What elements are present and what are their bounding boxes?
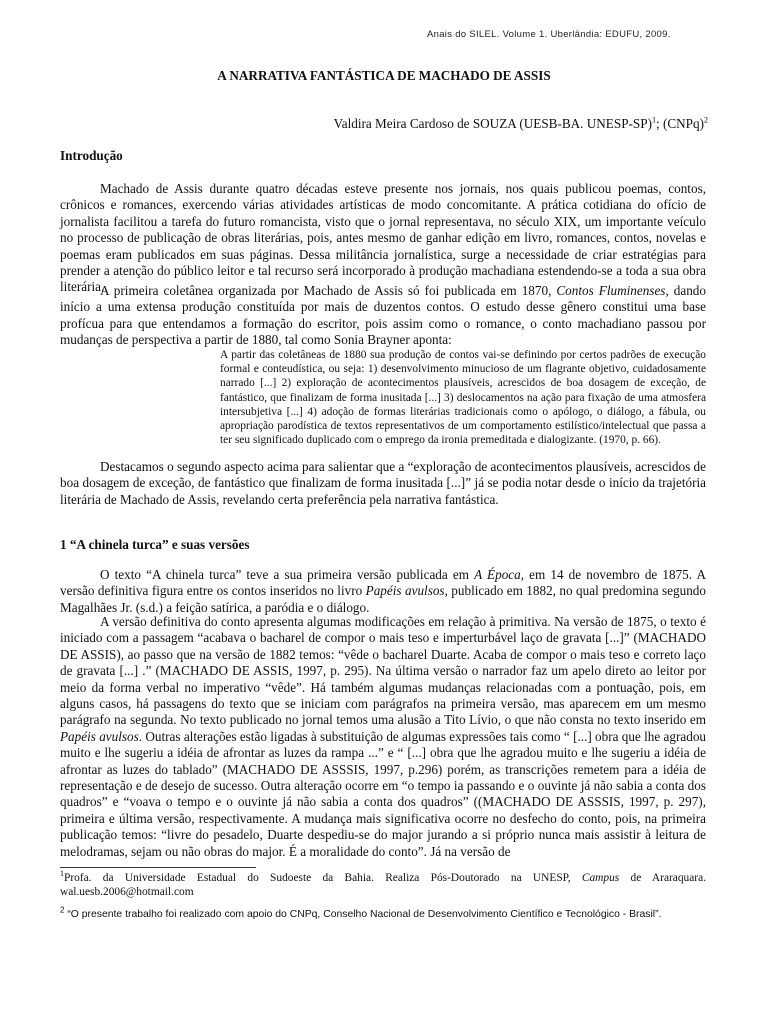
- book-title-papeis-avulsos: Papéis avulsos: [365, 583, 445, 599]
- author-line: [334, 116, 708, 132]
- book-title-contos-fluminenses: Contos Fluminenses: [556, 283, 666, 298]
- intro-paragraph-1: Machado de Assis durante quatro décadas esteve presente nos jornais, nos quais publicou poemas, contos, crônicos e romances, exercendo várias atividades artísticas de modo concomitante. A prática cotidiana do ofício de jornalista facilitou a tarefa do futuro romancista, visto que o jornal representava, no século XIX, um importante veículo no processo de publicação de obras literárias, pois, antes mesmo de ganhar edição em livro, romances, contos, novelas e poemas eram publicados em suas páginas. Dessa militância jornalística, surge a necessidade de criar estratégias para prender a atenção do público leitor e tal recurso será incorporado à produção machadiana estendendo-se a toda a sua obra literária.: [60, 181, 706, 295]
- journal-title-a-epoca: A Época: [474, 567, 521, 582]
- intro-p2-text-a: A primeira coletânea organizada por Machado de Assis só foi publicada em 1870,: [100, 283, 557, 298]
- section-heading-1: 1 “A chinela turca” e suas versões: [60, 537, 250, 552]
- block-quote: A partir das coletâneas de 1880 sua produção de contos vai-se definindo por certos padrões de execução formal e conteudística, ou seja: 1) desenvolvimento minucioso de um flagrante objetivo, cuidadosamente narrado [...] 2) exploração de acontecimentos plausíveis, acrescidos de boa dosagem de exceção, de fantástico, que finalizam de forma inusitada [...] 3) deslocamentos na ação para fixação de uma atmosfera intersubjetiva [...] 4) adoção de formas literárias tradicionais como o apólogo, o diálogo, a fábula, ou apropriação parodística de textos representativos de um comportamento estilístico/intelectual que passa a ter seu significado duplicado com o emprego da ironia premeditada e dialogizante. (1970, p. 66).: [220, 349, 706, 447]
- section1-paragraph-2: [60, 614, 706, 860]
- footnote-1: [60, 871, 706, 899]
- footnote-marker-2: 2: [704, 115, 708, 125]
- intro-p2-text-b: , dando início a uma extensa produção constituída por mais de duzentos contos. O estudo desse gênero constitui uma base profícua para que entendamos a formação do escritor, pois assim como o romance, o conto machadiano passou por mudanças de perspectiva a partir de 1880, tal como Sonia Brayner aponta:: [60, 283, 706, 348]
- section1-paragraph-1: [60, 567, 706, 616]
- author-name: Valdira Meira Cardoso de SOUZA (UESB-BA. UNESP-SP): [333, 116, 652, 131]
- footnote-1-campus: Campus: [581, 872, 620, 884]
- s1-p1-text-c: , publicado em 1882, no qual predomina segundo Magalhães Jr. (s.d.) a feição satírica, a paródia e o diálogo.: [60, 583, 706, 615]
- s1-p1-text-a: O texto “A chinela turca” teve a sua primeira versão publicada em: [100, 567, 475, 582]
- footnote-1-marker: 1: [60, 869, 64, 879]
- footnote-divider: [60, 867, 256, 868]
- intro-paragraph-3: Destacamos o segundo aspecto acima para salientar que a “exploração de acontecimentos plausíveis, acrescidos de boa dosagem de exceção, de fantástico que finalizam de forma inusitada [...]” já se podia notar desde o início da trajetória literária de Machado de Assis, revelando certa preferência pela narrativa fantástica.: [60, 459, 706, 507]
- section-heading-intro: Introdução: [60, 148, 123, 163]
- footnote-1-text-b: de Araraquara. wal.uesb.2006@hotmail.com: [60, 872, 706, 899]
- intro-paragraph-2: [60, 283, 706, 349]
- book-title-papeis-avulsos-2: Papéis avulsos: [60, 728, 139, 744]
- footnote-1-text-a: Profa. da Universidade Estadual do Sudoeste da Bahia. Realiza Pós-Doutorado na UNESP,: [64, 872, 582, 884]
- s1-p1-text-b: , em 14 de novembro de 1875. A versão definitiva figura entre os contos inseridos no livro: [60, 567, 706, 599]
- footnote-2-text: “O presente trabalho foi realizado com apoio do CNPq, Conselho Nacional de Desenvolvimento Científico e Tecnológico - Brasil”.: [64, 909, 662, 920]
- running-header: Anais do SILEL. Volume 1. Uberlândia: EDUFU, 2009.: [427, 29, 671, 40]
- s1-p2-text-b: . Outras alterações estão ligadas à substituição de algumas expressões tais como “ [...] obra que lhe agradou muito e lhe sugeriu a idéia de afrontar as luzes da rampa ...” e “ [...] obra que lhe agradou muito e lhe sugeriu a idéia de afrontar as luzes do tablado” (MACHADO DE ASSSIS, 1997, p.296) porém, as transcrições remetem para a idéia de representação e de desejo de sucesso. Outra alteração ocorre em “o tempo ia passando e o ouvinte já não sabia a conta dos quadros” e “voava o tempo e o ouvinte já não sabia a conta dos quadros” ((MACHADO DE ASSSIS, 1997, p. 297), primeira e última versão, respectivamente. A mudança mais significativa ocorre no desfecho do conto, pois, na primeira publicação temos: “livre do pesadelo, Duarte despediu-se do major jurando a si próprio nunca mais assistir à leitura de melodramas, sejam ou não obras do major. É a moralidade do conto”. Já na versão de: [60, 728, 707, 859]
- author-affiliation-sep: ; (CNPq): [656, 116, 704, 131]
- footnote-marker-1: 1: [652, 115, 656, 125]
- footnote-2-marker: 2: [60, 905, 65, 915]
- s1-p2-text-a: A versão definitiva do conto apresenta algumas modificações em relação à primitiva. Na versão de 1875, o texto é iniciado com a passagem “acabava o bacharel de compor o mais teso e imperturbável laço de gravata [...]” (MACHADO DE ASSIS), ao passo que na versão de 1882 temos: “vêde o bacharel Duarte. Acaba de compor o mais teso e correto laço de gravata [...] .” (MACHADO DE ASSIS, 1997, p. 295). Na última versão o narrador faz um apelo direto ao leitor por meio da forma verbal no imperativo “vêde”. Há também algumas mudanças relacionadas com a pontuação, pois, em alguns casos, há passagens do texto que se iniciam com parágrafos na primeira versão, mas aparecem em um mesmo parágrafo na segunda. No texto publicado no jornal temos uma alusão a Tito Lívio, o que não consta no texto inserido em: [60, 614, 706, 728]
- paper-title: A NARRATIVA FANTÁSTICA DE MACHADO DE ASSIS: [217, 68, 551, 83]
- footnote-2: [60, 905, 706, 922]
